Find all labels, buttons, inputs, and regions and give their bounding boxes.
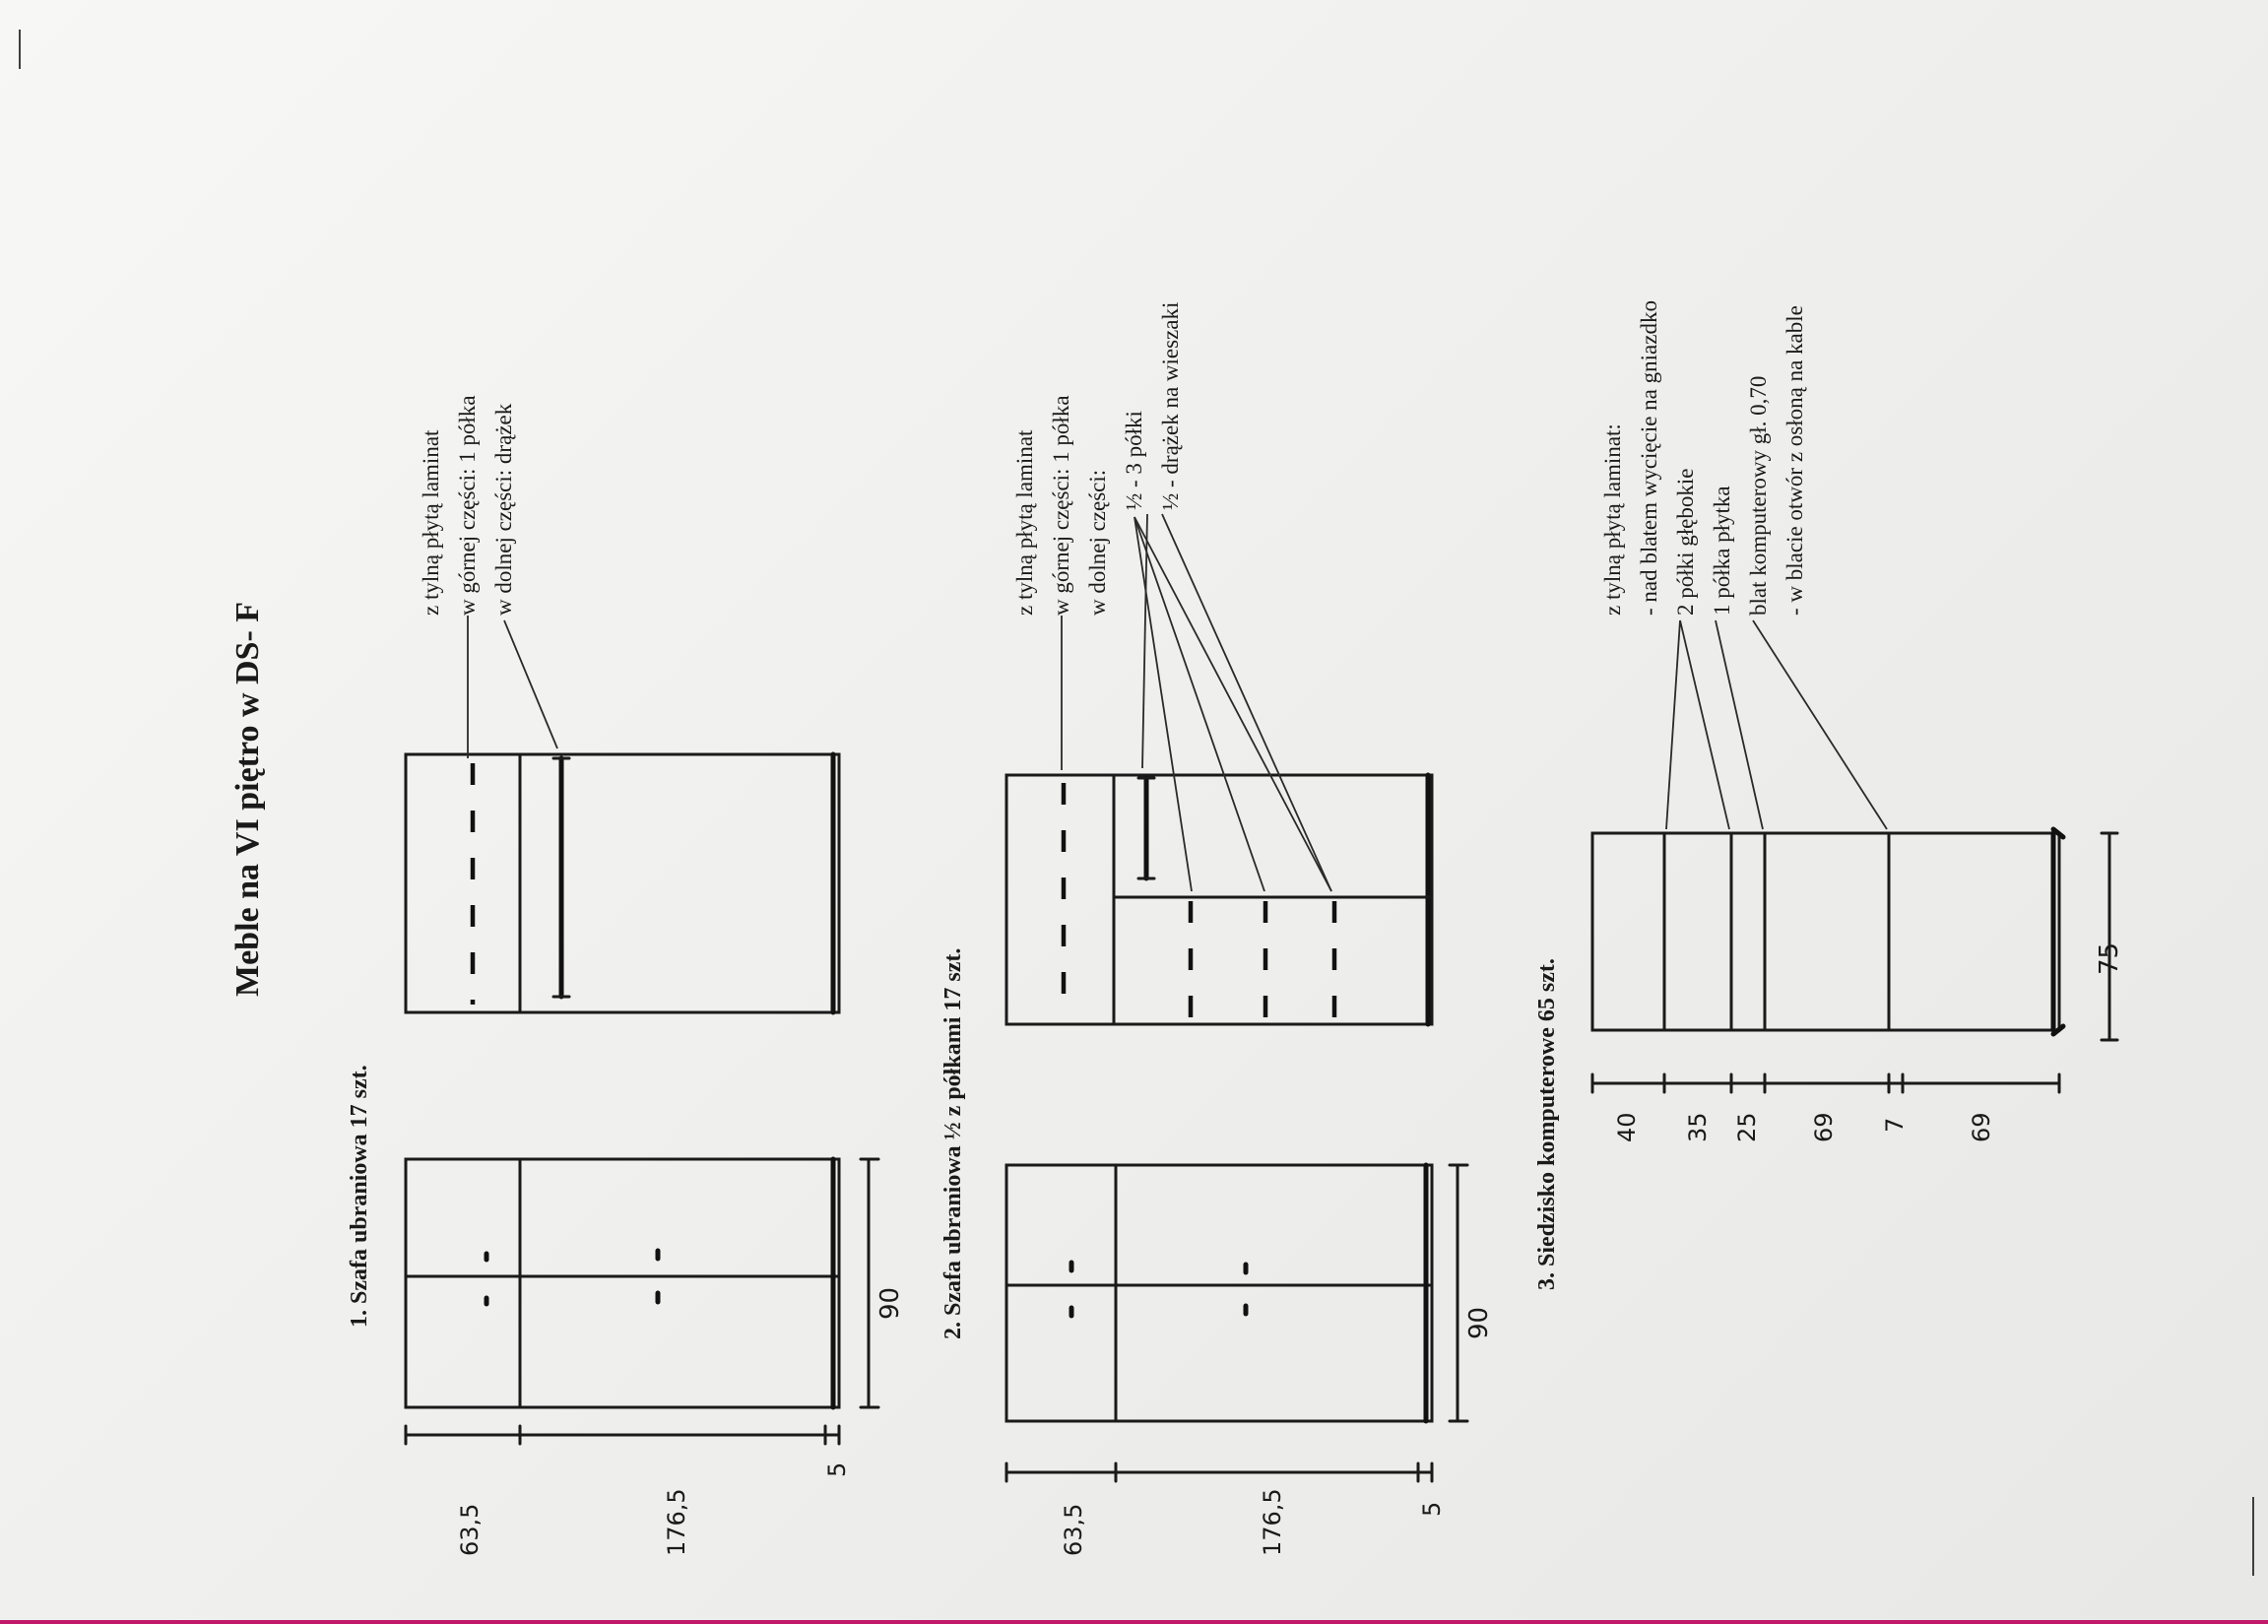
page-title: Meble na VI piętro w DS- F — [229, 601, 266, 997]
item-1-wardrobe — [347, 395, 905, 1556]
item-3-dim-2: 35 — [1684, 1112, 1712, 1142]
item-2-side-view — [1006, 775, 1432, 1024]
item-1-dimensions — [406, 1159, 905, 1556]
item-2-width: 90 — [1464, 1306, 1494, 1339]
item-3-note-1: z tylną płytą laminat: — [1600, 423, 1625, 616]
item-1-dim-2: 176,5 — [663, 1488, 690, 1556]
item-1-dim-1: 63,5 — [456, 1503, 484, 1556]
item-2-dimensions — [1006, 1165, 1494, 1556]
scan-edge-strip — [0, 1620, 2268, 1624]
item-1-dim-3: 5 — [823, 1462, 851, 1477]
item-3-dim-5: 7 — [1881, 1117, 1909, 1133]
item-2-note-4: ½ - 3 półki — [1122, 411, 1146, 510]
item-3-note-5: blat komputerowy gł. 0,70 — [1746, 375, 1771, 616]
item-2-dim-1: 63,5 — [1060, 1503, 1087, 1556]
item-1-width: 90 — [875, 1286, 905, 1320]
item-3-dim-1: 40 — [1613, 1112, 1641, 1142]
item-2-note-2: w górnej części: 1 półka — [1049, 395, 1073, 616]
item-2-note-3: w dolnej części: — [1085, 469, 1110, 616]
item-1-note-1: z tylną płytą laminat — [419, 429, 443, 616]
item-3-note-3: 2 półki głębokie — [1673, 468, 1698, 616]
item-1-note-2: w górnej części: 1 półka — [455, 395, 480, 616]
item-2-front-view — [1006, 1165, 1432, 1421]
item-2-dim-2: 176,5 — [1259, 1488, 1286, 1556]
item-2-heading: 2. Szafa ubraniowa ½ z półkami 17 szt. — [940, 947, 966, 1339]
item-3-width: 75 — [2095, 942, 2124, 975]
item-3-note-2: - nad blatem wycięcie na gniazdko — [1637, 300, 1661, 616]
item-1-front-view — [406, 1159, 839, 1407]
item-3-computer-desk — [1534, 300, 2124, 1290]
item-1-heading: 1. Szafa ubraniowa 17 szt. — [347, 1065, 372, 1328]
item-3-notes — [1600, 300, 1887, 829]
item-2-note-1: z tylną płytą laminat — [1012, 429, 1037, 616]
item-2-dim-3: 5 — [1418, 1501, 1446, 1517]
item-1-notes — [419, 395, 557, 758]
item-2-notes — [1012, 302, 1331, 891]
scan-edge-marks — [20, 30, 2253, 1576]
item-2-note-5: ½ - drążek na wieszaki — [1158, 301, 1183, 510]
item-3-dim-3: 25 — [1733, 1112, 1761, 1142]
item-3-heading: 3. Siedzisko komputerowe 65 szt. — [1534, 958, 1560, 1290]
item-1-note-3: w dolnej części: drążek — [491, 403, 516, 616]
item-2-wardrobe-half-shelves — [940, 302, 1494, 1556]
item-3-dimensions — [1592, 833, 2124, 1142]
item-1-side-view — [406, 754, 839, 1012]
item-3-side-view — [1592, 829, 2063, 1034]
item-3-dim-6: 69 — [1968, 1112, 1995, 1142]
item-3-note-6: - w blacie otwór z osłoną na kable — [1782, 305, 1807, 616]
item-3-note-4: 1 półka płytka — [1710, 486, 1734, 616]
item-3-dim-4: 69 — [1810, 1112, 1838, 1142]
